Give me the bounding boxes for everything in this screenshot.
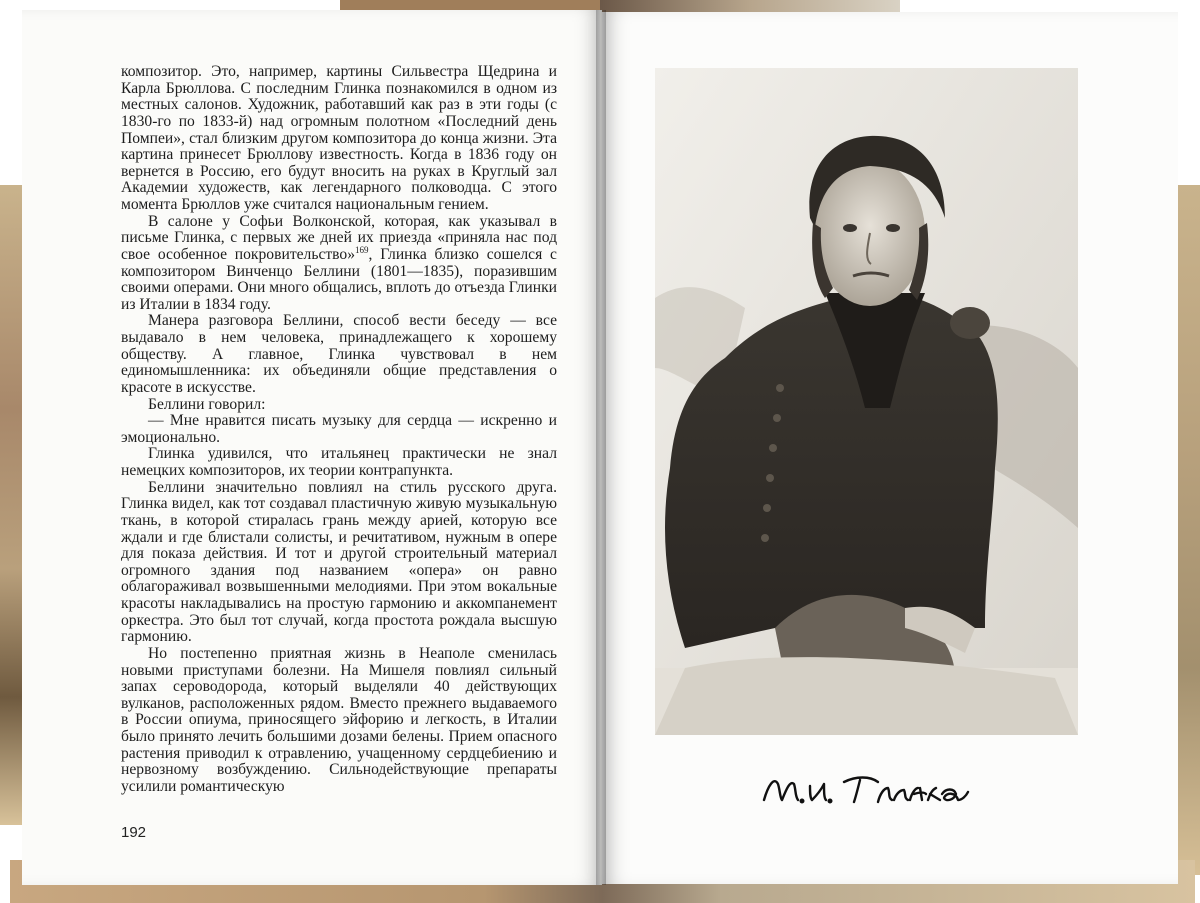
paragraph-text: , Глинка близко сошелся с композитором Винченцо Беллини (1801—1835), поразившим своими операми. Они много общались, вплоть до отъезда Глинки из Италии в 1834 году. — [121, 245, 557, 313]
portrait-image — [655, 68, 1078, 735]
paragraph-text: В салоне у Софьи Волконской, которая, как указывал в письме Глинка, с первых же дней их приезда «приняла нас под свое особенное покровительство» — [121, 212, 557, 263]
book-gutter — [596, 10, 606, 885]
paragraph: Беллини говорил: — [148, 395, 266, 413]
paragraph: Беллини значительно повлиял на стиль русского друга. Глинка видел, как тот создавал пластичную живую музыкальную ткань, в которой стиралась грань между арией, которую все ждали и где блистали солисты, и речитативом, нужным в опере для показа действия. И тот и другой строительный материал огромного здания под названием «опера» он равно облагораживал возвышенными мелодиями. При этом вокальные красоты накладывались на простую гармонию и аккомпанемент оркестра. Это был тот случай, когда простота рождала высшую гармонию. — [121, 478, 557, 646]
paragraph: Но постепенно приятная жизнь в Неаполе сменилась новыми приступами болезни. На Мишеля повлиял сильный запах сероводорода, который выделяли 40 действующих вулканов, расположенных рядом. Вместо прежнего выдаваемого в России опиума, приносящего эйфорию и легкость, в Италии было принято лечить большими дозами белены. Прием опасного растения приводил к отравлению, учащенному сердцебиению и нервозному возбуждению. Сильнодействующие препараты усилили романтическую — [121, 644, 557, 795]
paragraph: Манера разговора Беллини, способ вести беседу — все выдавало в нем человека, принадлежащего к хорошему обществу. А главное, Глинка чувствовал в нем единомышленника: их объединяли общие представления о красоте в искусстве. — [121, 312, 557, 396]
paragraph: Глинка удивился, что итальянец практически не знал немецких композиторов, их теории контрапункта. — [121, 445, 557, 479]
footnote-reference: 169 — [355, 244, 369, 255]
signature-image — [760, 762, 990, 822]
left-page-text — [121, 64, 557, 796]
paragraph — [121, 214, 557, 314]
paragraph: композитор. Это, например, картины Сильвестра Щедрина и Карла Брюллова. С последним Глинка познакомился в одном из местных салонов. Художник, работавший как раз в эти годы (с 1830-го по 1833-й) над огромным полотном «Последний день Помпеи», стал близким другом композитора до конца жизни. Эта картина принесет Брюллову известность. Когда в 1836 году он вернется в Россию, его будут вносить на руках в Круглый зал Академии художеств, как легендарного полководца. С этого момента Брюллов уже считался национальным гением. — [121, 63, 557, 213]
paragraph: — Мне нравится писать музыку для сердца — искренно и эмоционально. — [121, 412, 557, 446]
page-number: 192 — [121, 824, 147, 841]
